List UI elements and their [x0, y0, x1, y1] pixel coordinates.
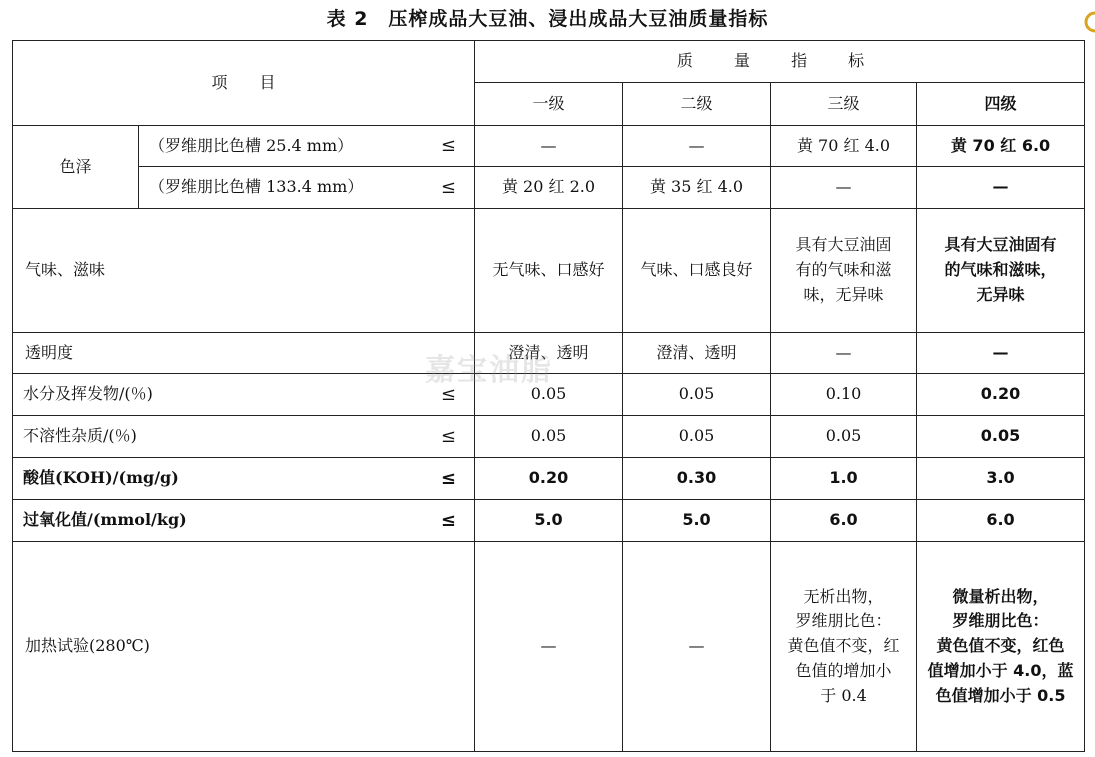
row-color-sub2-label: （罗维朋比色槽 133.4 mm）: [149, 177, 364, 197]
quality-table: [12, 40, 1085, 752]
row-impurity-op: ≤: [440, 425, 457, 447]
row-peroxide-op: ≤: [440, 509, 457, 531]
cell-multiline: [771, 209, 917, 333]
cell: —: [623, 126, 771, 167]
cell: 黄 70 红 4.0: [771, 126, 917, 167]
table-title: 表 2 压榨成品大豆油、浸出成品大豆油质量指标: [326, 8, 769, 30]
line: 具有大豆油固有: [944, 235, 1057, 255]
row-impurity: [13, 416, 475, 458]
row-color-sub2-op: ≤: [440, 176, 457, 198]
line: 味，无异味: [803, 284, 884, 304]
cell: 1.0: [771, 458, 917, 500]
cell: 澄清、透明: [475, 333, 623, 374]
line: 罗维朋比色：: [795, 611, 892, 631]
cell: —: [917, 167, 1085, 209]
row-acid: [13, 458, 475, 500]
cell: 0.05: [623, 374, 771, 416]
cell: —: [917, 333, 1085, 374]
row-color-sub2: [139, 167, 475, 209]
row-clarity-label: 透明度: [13, 333, 475, 374]
line: 无析出物，: [803, 586, 884, 606]
cell: 0.05: [475, 416, 623, 458]
line: 无异味: [976, 284, 1025, 304]
cell: 0.20: [917, 374, 1085, 416]
row-odor-label: 气味、滋味: [13, 209, 475, 333]
cell: 澄清、透明: [623, 333, 771, 374]
row-peroxide-label: 过氧化值/(mmol/kg): [23, 510, 187, 530]
header-grade-1: 一级: [475, 83, 623, 126]
header-grade-3: 三级: [771, 83, 917, 126]
line: 色值的增加小: [795, 660, 892, 680]
row-color-sub1-label: （罗维朋比色槽 25.4 mm）: [149, 135, 354, 155]
header-quality: 质 量 指 标: [475, 41, 1085, 83]
cell: 0.20: [475, 458, 623, 500]
cell: 0.05: [917, 416, 1085, 458]
row-moisture-label: 水分及挥发物/(％): [23, 384, 153, 404]
header-grade-2: 二级: [623, 83, 771, 126]
cell-multiline: [917, 542, 1085, 752]
line: 值增加小于 4.0，蓝: [927, 660, 1074, 680]
cell: 3.0: [917, 458, 1085, 500]
cell: —: [475, 542, 623, 752]
cell: —: [475, 126, 623, 167]
line: 微量析出物，: [952, 586, 1049, 606]
cell: 无气味、口感好: [475, 209, 623, 333]
line: 黄色值不变，红色: [936, 636, 1065, 656]
cell: 气味、口感良好: [623, 209, 771, 333]
header-item: 项 目: [13, 41, 475, 126]
cell-multiline: [771, 542, 917, 752]
cell-multiline: [917, 209, 1085, 333]
cell: 0.05: [475, 374, 623, 416]
line: 的气味和滋味，: [944, 260, 1057, 280]
cell: 0.10: [771, 374, 917, 416]
row-impurity-label: 不溶性杂质/(％): [23, 426, 137, 446]
cell: 黄 70 红 6.0: [917, 126, 1085, 167]
page-edge-mark: [1079, 10, 1095, 36]
cell: 0.05: [623, 416, 771, 458]
cell: 6.0: [917, 500, 1085, 542]
cell: 5.0: [475, 500, 623, 542]
row-moisture-op: ≤: [440, 383, 457, 405]
cell: 黄 35 红 4.0: [623, 167, 771, 209]
row-moisture: [13, 374, 475, 416]
cell: 5.0: [623, 500, 771, 542]
line: 色值增加小于 0.5: [935, 685, 1066, 705]
line: 黄色值不变，红: [787, 636, 900, 656]
row-peroxide: [13, 500, 475, 542]
cell: 6.0: [771, 500, 917, 542]
row-heating-label: 加热试验(280℃): [13, 542, 475, 752]
row-color-sub1-op: ≤: [440, 135, 457, 157]
cell: —: [771, 167, 917, 209]
line: 罗维朋比色：: [952, 611, 1049, 631]
cell: —: [623, 542, 771, 752]
row-acid-op: ≤: [440, 467, 457, 489]
line: 于 0.4: [820, 685, 867, 705]
header-grade-4: 四级: [917, 83, 1085, 126]
row-color-sub1: [139, 126, 475, 167]
cell: 0.05: [771, 416, 917, 458]
row-acid-label: 酸值(KOH)/(mg/g): [23, 468, 179, 488]
cell: 黄 20 红 2.0: [475, 167, 623, 209]
cell: —: [771, 333, 917, 374]
watermark: 嘉宝油脂: [425, 353, 553, 388]
line: 具有大豆油固: [795, 235, 892, 255]
line: 有的气味和滋: [795, 260, 892, 280]
row-color-label: 色泽: [13, 126, 139, 209]
cell: 0.30: [623, 458, 771, 500]
